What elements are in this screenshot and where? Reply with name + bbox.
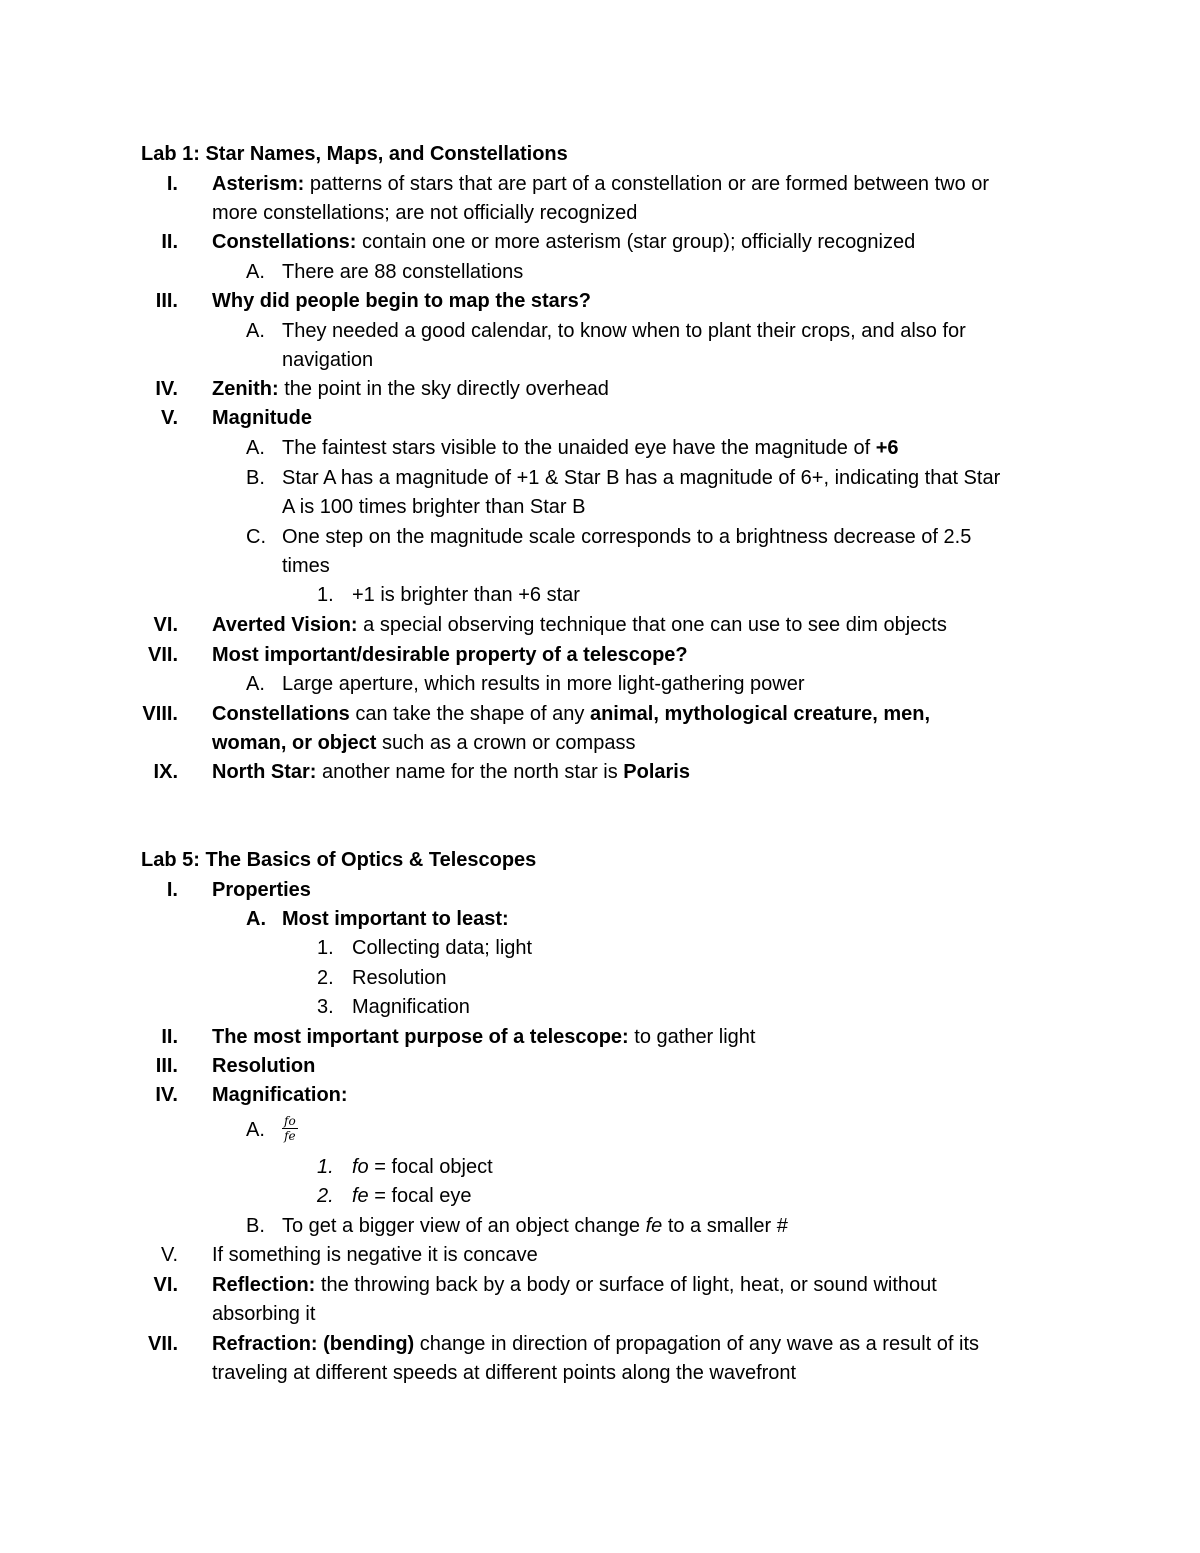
- lab5-item-VI-cont: absorbing it: [212, 1303, 316, 1325]
- variable: fo: [352, 1156, 369, 1178]
- sub-item-text: Large aperture, which results in more light-gathering power: [282, 673, 805, 695]
- letter: A.: [246, 437, 265, 459]
- letter: A.: [246, 320, 265, 342]
- letter: A.: [246, 1119, 265, 1141]
- number: 3.: [317, 996, 334, 1018]
- definition: can take the shape of any: [349, 703, 590, 725]
- bold-phrase: woman, or object: [212, 732, 377, 754]
- roman-numeral: III.: [155, 1055, 178, 1077]
- lab1-item-III-A-cont: navigation: [282, 349, 374, 371]
- definition: the throwing back by a body or surface of light, heat, or sound without: [315, 1274, 937, 1296]
- term: Magnification:: [212, 1084, 348, 1106]
- letter: C.: [246, 526, 266, 548]
- roman-numeral: V.: [160, 1244, 178, 1266]
- definition: another name for the north star is: [316, 761, 624, 783]
- bold-value: +6: [875, 437, 899, 459]
- lab1-item-V-C-cont: times: [282, 555, 330, 577]
- roman-numeral: VI.: [153, 614, 178, 636]
- definition: = focal object: [368, 1156, 493, 1178]
- list-item: Magnification: [352, 996, 470, 1018]
- term: Magnitude: [212, 407, 312, 429]
- term: Zenith:: [212, 378, 279, 400]
- roman-numeral: I.: [166, 879, 178, 901]
- roman-numeral: IV.: [155, 378, 178, 400]
- definition: the point in the sky directly overhead: [278, 378, 609, 400]
- list-item: Collecting data; light: [352, 937, 533, 959]
- definition: = focal eye: [368, 1185, 472, 1207]
- number: 1.: [317, 1156, 334, 1178]
- sub-item-text: They needed a good calendar, to know when to plant their crops, and also for: [282, 320, 966, 342]
- roman-numeral: IX.: [153, 761, 178, 783]
- roman-numeral: II.: [161, 231, 178, 253]
- definition: patterns of stars that are part of a constellation or are formed between two or: [304, 173, 990, 195]
- lab5-title: Lab 5: The Basics of Optics & Telescopes: [141, 849, 537, 871]
- bold-value: Polaris: [623, 761, 690, 783]
- definition: a special observing technique that one can use to see dim objects: [357, 614, 947, 636]
- term: Asterism:: [212, 173, 305, 195]
- term: The most important purpose of a telescope:: [212, 1026, 629, 1048]
- roman-numeral: VIII.: [142, 703, 178, 725]
- sub-item-text: Most important to least:: [282, 908, 509, 930]
- term: Averted Vision:: [212, 614, 358, 636]
- definition: contain one or more asterism (star group); officially recognized: [356, 231, 916, 253]
- definition: such as a crown or compass: [376, 732, 636, 754]
- roman-numeral: V.: [160, 407, 178, 429]
- letter: A.: [246, 673, 265, 695]
- sub-item-text: The faintest stars visible to the unaided eye have the magnitude of: [282, 437, 876, 459]
- list-item: Resolution: [352, 967, 447, 989]
- term: Why did people begin to map the stars?: [212, 290, 591, 312]
- term: North Star:: [212, 761, 317, 783]
- roman-numeral: VI.: [153, 1274, 178, 1296]
- letter: B.: [246, 1215, 265, 1237]
- letter: B.: [246, 467, 265, 489]
- sub-item-text: to a smaller #: [662, 1215, 788, 1237]
- definition: change in direction of propagation of any wave as a result of its: [414, 1333, 980, 1355]
- number: 2.: [317, 967, 334, 989]
- roman-numeral: VII.: [147, 1333, 178, 1355]
- fraction-denominator: fe: [284, 1129, 296, 1144]
- variable: fe: [645, 1215, 663, 1237]
- definition: to gather light: [628, 1026, 756, 1048]
- term: Constellations: [212, 703, 350, 725]
- roman-numeral: II.: [161, 1026, 178, 1048]
- lab1-item-VIII-cont: [212, 729, 635, 759]
- sub-item-text: There are 88 constellations: [282, 261, 524, 283]
- term: Constellations:: [212, 231, 357, 253]
- roman-numeral: VII.: [147, 644, 178, 666]
- roman-numeral: I.: [166, 173, 178, 195]
- number: 1.: [317, 937, 334, 959]
- variable: fe: [352, 1185, 369, 1207]
- fraction-numerator: fo: [284, 1114, 296, 1129]
- letter: A.: [246, 908, 266, 930]
- bold-phrase: animal, mythological creature, men,: [589, 703, 931, 725]
- term: Refraction: (bending): [212, 1333, 415, 1355]
- letter: A.: [246, 261, 265, 283]
- term: Resolution: [212, 1055, 316, 1077]
- sub-item-text: Star A has a magnitude of +1 & Star B has a magnitude of 6+, indicating that Star: [282, 467, 1001, 489]
- definition: If something is negative it is concave: [212, 1244, 538, 1266]
- term: Reflection:: [212, 1274, 316, 1296]
- magnification-fraction: [282, 1115, 298, 1142]
- term: Most important/desirable property of a telescope?: [212, 644, 688, 666]
- lab1-title: Lab 1: Star Names, Maps, and Constellations: [141, 143, 568, 165]
- roman-numeral: III.: [155, 290, 178, 312]
- sub-item-text: One step on the magnitude scale corresponds to a brightness decrease of 2.5: [282, 526, 972, 548]
- sub-item-text: To get a bigger view of an object change: [282, 1215, 646, 1237]
- number: 1.: [317, 584, 334, 606]
- lab1-item-I-cont: more constellations; are not officially recognized: [212, 202, 638, 224]
- number: 2.: [317, 1185, 334, 1207]
- lab5-item-VII-cont: traveling at different speeds at different points along the wavefront: [212, 1362, 797, 1384]
- sub-sub-item-text: +1 is brighter than +6 star: [352, 584, 580, 606]
- roman-numeral: IV.: [155, 1084, 178, 1106]
- lab1-item-V-B-cont: A is 100 times brighter than Star B: [282, 496, 586, 518]
- term: Properties: [212, 879, 311, 901]
